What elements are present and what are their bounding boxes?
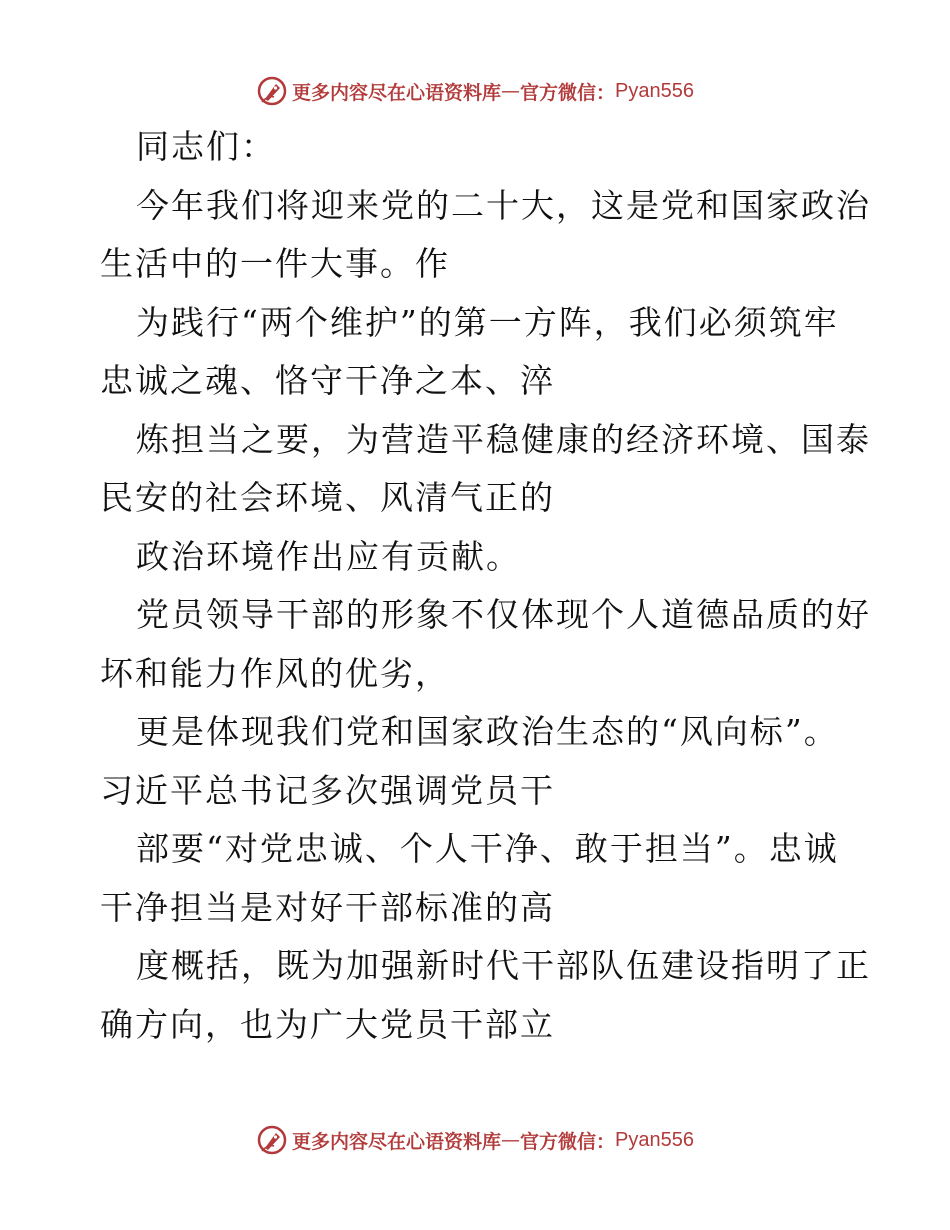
banner-wechat-id: Pyan556: [615, 79, 694, 102]
body-line: 习近平总书记多次强调党员干: [100, 770, 555, 810]
body-line: 确方向，也为广大党员干部立: [100, 1004, 555, 1044]
body-line: 今年我们将迎来党的二十大，这是党和国家政治: [136, 185, 871, 225]
body-line: 更是体现我们党和国家政治生态的“风向标”。: [136, 712, 839, 751]
pen-nib-logo-icon: [256, 75, 288, 107]
body-line: 部要“对党忠诚、个人干净、敢于担当”。忠诚: [136, 829, 839, 868]
body-line: 政治环境作出应有贡献。: [136, 536, 521, 576]
body-line: 党员领导干部的形象不仅体现个人道德品质的好: [136, 595, 871, 634]
body-line: 度概括，既为加强新时代干部队伍建设指明了正: [136, 946, 871, 985]
body-line: 同志们：: [136, 127, 276, 166]
banner-wechat-id: Pyan556: [615, 1128, 694, 1151]
body-line: 干净担当是对好干部标准的高: [100, 887, 555, 927]
banner-wechat-label: 官方微信：: [520, 1130, 616, 1153]
body-line: 生活中的一件大事。作: [100, 244, 450, 283]
banner-separator: —: [501, 1129, 521, 1151]
body-line: 炼担当之要，为营造平稳健康的经济环境、国泰: [136, 419, 871, 459]
pen-nib-logo-icon: [256, 1124, 288, 1156]
document-body: [100, 118, 871, 1054]
footer-banner: [0, 1120, 950, 1160]
banner-separator: —: [501, 80, 521, 102]
banner-text: 更多内容尽在心语资料库: [292, 81, 502, 104]
banner-wechat-label: 官方微信：: [520, 81, 616, 104]
body-line: 民安的社会环境、风清气正的: [100, 478, 555, 517]
banner-text: 更多内容尽在心语资料库: [292, 1130, 502, 1153]
body-line: 坏和能力作风的优劣，: [100, 653, 450, 693]
body-line: 为践行“两个维护”的第一方阵，我们必须筑牢: [136, 302, 839, 342]
header-banner: [0, 71, 950, 111]
body-line: 忠诚之魂、恪守干净之本、淬: [100, 361, 555, 400]
